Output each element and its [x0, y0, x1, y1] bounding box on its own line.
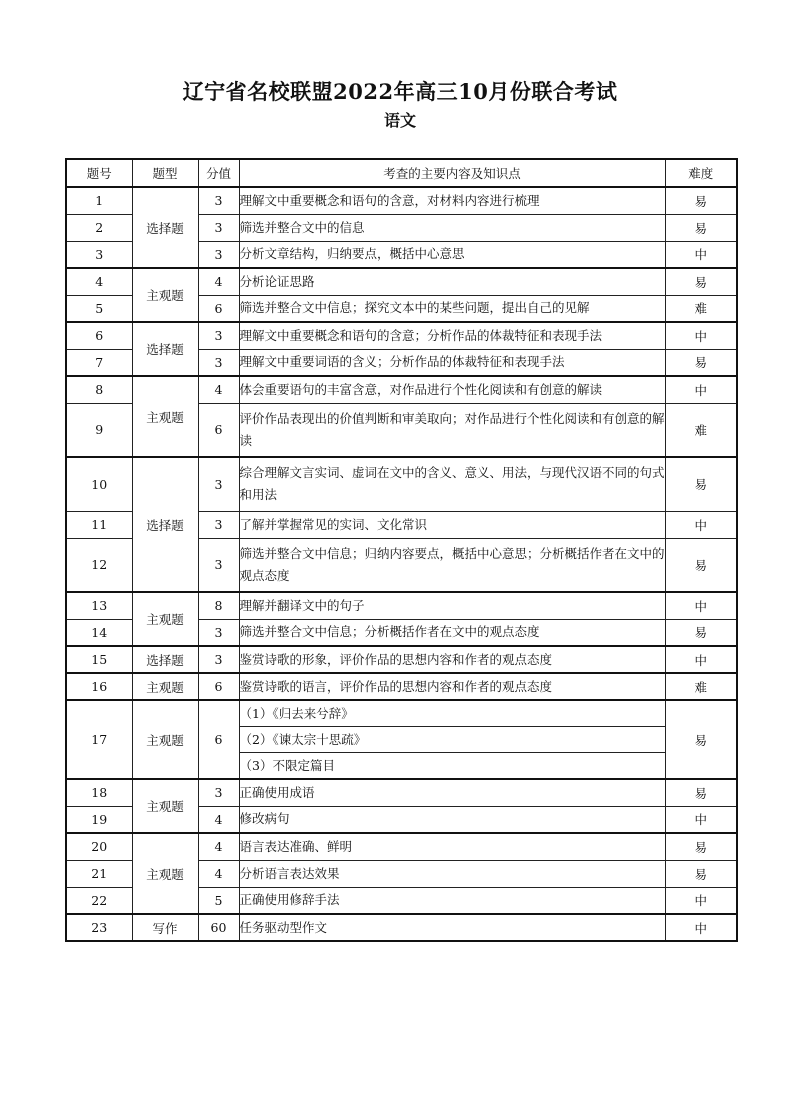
question-sub-content: （2）《谏太宗十思疏》 — [239, 727, 665, 753]
question-difficulty: 易 — [665, 538, 737, 592]
question-number: 12 — [66, 538, 132, 592]
question-score: 3 — [198, 322, 239, 349]
question-score: 3 — [198, 619, 239, 646]
question-content: 体会重要语句的丰富含意，对作品进行个性化阅读和有创意的解读 — [239, 376, 665, 403]
question-number: 6 — [66, 322, 132, 349]
question-difficulty: 中 — [665, 511, 737, 538]
question-number: 3 — [66, 241, 132, 268]
question-number: 8 — [66, 376, 132, 403]
question-type: 写作 — [132, 914, 198, 941]
question-number: 4 — [66, 268, 132, 295]
question-difficulty: 易 — [665, 833, 737, 860]
question-difficulty: 易 — [665, 619, 737, 646]
question-score: 8 — [198, 592, 239, 619]
question-content: 任务驱动型作文 — [239, 914, 665, 941]
question-score: 4 — [198, 376, 239, 403]
header-row — [66, 159, 737, 187]
question-score: 3 — [198, 214, 239, 241]
question-number: 2 — [66, 214, 132, 241]
question-difficulty: 难 — [665, 673, 737, 700]
question-type: 主观题 — [132, 833, 198, 914]
table-row — [66, 592, 737, 619]
header-difficulty: 难度 — [665, 159, 737, 187]
question-type: 主观题 — [132, 592, 198, 646]
question-score: 3 — [198, 349, 239, 376]
question-score: 6 — [198, 295, 239, 322]
question-score: 5 — [198, 887, 239, 914]
question-difficulty: 易 — [665, 779, 737, 806]
question-type: 主观题 — [132, 700, 198, 779]
question-content: 理解文中重要词语的含义；分析作品的体裁特征和表现手法 — [239, 349, 665, 376]
question-number: 20 — [66, 833, 132, 860]
question-score: 3 — [198, 511, 239, 538]
question-content: 理解文中重要概念和语句的含意，对材料内容进行梳理 — [239, 187, 665, 214]
question-score: 6 — [198, 403, 239, 457]
question-number: 18 — [66, 779, 132, 806]
question-score: 3 — [198, 538, 239, 592]
question-score: 6 — [198, 700, 239, 779]
question-difficulty: 易 — [665, 860, 737, 887]
question-content: 分析论证思路 — [239, 268, 665, 295]
question-content: 正确使用成语 — [239, 779, 665, 806]
question-number: 22 — [66, 887, 132, 914]
question-content: 评价作品表现出的价值判断和审美取向；对作品进行个性化阅读和有创意的解读 — [239, 403, 665, 457]
question-type: 主观题 — [132, 673, 198, 700]
header-num: 题号 — [66, 159, 132, 187]
question-difficulty: 中 — [665, 592, 737, 619]
question-content: 筛选并整合文中信息；归纳内容要点，概括中心意思；分析概括作者在文中的观点态度 — [239, 538, 665, 592]
question-number: 15 — [66, 646, 132, 673]
question-score: 6 — [198, 673, 239, 700]
question-content: 语言表达准确、鲜明 — [239, 833, 665, 860]
question-difficulty: 中 — [665, 322, 737, 349]
question-score: 3 — [198, 241, 239, 268]
question-type: 选择题 — [132, 187, 198, 268]
question-difficulty: 难 — [665, 295, 737, 322]
question-score: 4 — [198, 806, 239, 833]
header-type: 题型 — [132, 159, 198, 187]
question-type: 主观题 — [132, 268, 198, 322]
question-difficulty: 易 — [665, 187, 737, 214]
question-score: 4 — [198, 860, 239, 887]
question-sub-content: （1）《归去来兮辞》 — [239, 700, 665, 727]
question-difficulty: 难 — [665, 403, 737, 457]
question-number: 17 — [66, 700, 132, 779]
table-row — [66, 646, 737, 673]
question-number: 9 — [66, 403, 132, 457]
question-content: 综合理解文言实词、虚词在文中的含义、意义、用法，与现代汉语不同的句式和用法 — [239, 457, 665, 511]
table-row — [66, 376, 737, 403]
question-content: 筛选并整合文中信息；分析概括作者在文中的观点态度 — [239, 619, 665, 646]
question-number: 16 — [66, 673, 132, 700]
question-difficulty: 中 — [665, 241, 737, 268]
question-score: 3 — [198, 457, 239, 511]
question-difficulty: 中 — [665, 646, 737, 673]
table-row — [66, 833, 737, 860]
question-score: 4 — [198, 268, 239, 295]
question-content: 理解文中重要概念和语句的含意；分析作品的体裁特征和表现手法 — [239, 322, 665, 349]
table-row — [66, 187, 737, 214]
question-difficulty: 易 — [665, 268, 737, 295]
question-number: 19 — [66, 806, 132, 833]
table-row — [66, 700, 737, 727]
question-number: 23 — [66, 914, 132, 941]
question-difficulty: 中 — [665, 887, 737, 914]
question-difficulty: 中 — [665, 914, 737, 941]
question-number: 10 — [66, 457, 132, 511]
question-type: 主观题 — [132, 779, 198, 833]
question-sub-content: （3）不限定篇目 — [239, 753, 665, 780]
question-score: 3 — [198, 646, 239, 673]
question-type: 选择题 — [132, 457, 198, 592]
question-difficulty: 易 — [665, 457, 737, 511]
question-content: 正确使用修辞手法 — [239, 887, 665, 914]
question-content: 筛选并整合文中信息；探究文本中的某些问题，提出自己的见解 — [239, 295, 665, 322]
page-title: 辽宁省名校联盟2022年高三10月份联合考试 — [182, 79, 618, 104]
question-difficulty: 易 — [665, 349, 737, 376]
question-number: 21 — [66, 860, 132, 887]
question-difficulty: 中 — [665, 806, 737, 833]
question-difficulty: 易 — [665, 214, 737, 241]
question-content: 筛选并整合文中的信息 — [239, 214, 665, 241]
question-content: 鉴赏诗歌的语言，评价作品的思想内容和作者的观点态度 — [239, 673, 665, 700]
question-number: 5 — [66, 295, 132, 322]
question-type: 选择题 — [132, 646, 198, 673]
question-number: 14 — [66, 619, 132, 646]
question-number: 13 — [66, 592, 132, 619]
question-content: 修改病句 — [239, 806, 665, 833]
table-row — [66, 268, 737, 295]
question-content: 分析语言表达效果 — [239, 860, 665, 887]
question-score: 3 — [198, 779, 239, 806]
question-score: 4 — [198, 833, 239, 860]
exam-table — [65, 158, 738, 942]
question-number: 1 — [66, 187, 132, 214]
question-score: 3 — [198, 187, 239, 214]
question-type: 选择题 — [132, 322, 198, 376]
question-number: 7 — [66, 349, 132, 376]
question-type: 主观题 — [132, 376, 198, 457]
header-score: 分值 — [198, 159, 239, 187]
question-score: 60 — [198, 914, 239, 941]
table-row — [66, 914, 737, 941]
question-content: 鉴赏诗歌的形象，评价作品的思想内容和作者的观点态度 — [239, 646, 665, 673]
table-row — [66, 673, 737, 700]
question-content: 分析文章结构，归纳要点，概括中心意思 — [239, 241, 665, 268]
question-difficulty: 易 — [665, 700, 737, 779]
table-row — [66, 779, 737, 806]
page-subtitle: 语文 — [383, 111, 416, 130]
question-content: 理解并翻译文中的句子 — [239, 592, 665, 619]
question-content: 了解并掌握常见的实词、文化常识 — [239, 511, 665, 538]
table-row — [66, 322, 737, 349]
question-number: 11 — [66, 511, 132, 538]
header-content: 考查的主要内容及知识点 — [239, 159, 665, 187]
question-difficulty: 中 — [665, 376, 737, 403]
table-row — [66, 457, 737, 511]
